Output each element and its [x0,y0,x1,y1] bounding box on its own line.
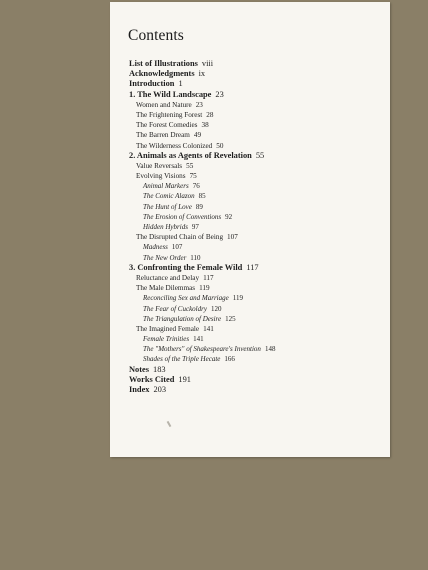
toc-entry [129,273,384,283]
toc-entry-page-number: 183 [153,364,166,374]
toc-entry-title: Female Trinities [143,335,190,344]
toc-entry-page-number: ix [198,69,206,79]
toc-entry [129,263,384,273]
toc-entry-title: Women and Nature [136,100,192,109]
toc-entry-title: Hidden Hybrids [143,223,188,231]
toc-entry-page-number: 203 [153,385,167,394]
toc-entry [129,202,384,212]
toc-entry [129,293,384,303]
toc-entry [129,141,384,151]
toc-entry-page-number: 1 [178,79,183,89]
toc-entry [129,344,384,354]
toc-entry-page-number: 75 [189,172,197,181]
toc-entry [129,191,384,201]
toc-entry [129,212,384,222]
toc-entry-title: The Comic Alazon [143,192,195,201]
toc-entry-page-number: 166 [224,355,235,364]
toc-entry-page-number: 119 [199,284,210,293]
toc-entry [129,151,384,161]
toc-entry-page-number: 107 [171,243,183,252]
toc-entry-page-number: 141 [203,324,214,333]
toc-entry [129,222,384,232]
toc-entry-page-number: 49 [193,131,202,140]
toc-entry-title: The Triangulation of Desire [143,314,222,323]
page-title: Contents [128,27,184,44]
toc-entry [129,59,384,69]
toc-entry [129,304,384,314]
toc-entry [129,253,384,263]
toc-entry-page-number: 119 [232,294,243,303]
toc-entry-title: The Imagined Female [136,324,200,333]
toc-entry-title: Acknowledgments [129,69,195,79]
page-smudge [167,421,172,427]
toc-entry [129,69,384,79]
toc-entry-title: The Forest Comedies [136,121,198,130]
toc-entry [129,90,384,100]
toc-entry-page-number: 120 [210,304,222,313]
toc-entry-page-number: 38 [201,121,209,130]
toc-entry-page-number: 92 [225,212,233,221]
toc-entry-page-number: 97 [191,223,199,231]
toc-entry-title: Animal Markers [143,182,189,191]
toc-entry [129,110,384,120]
toc-entry-title: Works Cited [129,374,175,384]
toc-entry-page-number: 117 [246,262,259,272]
toc-entry-page-number: 55 [255,150,265,160]
toc-entry [129,314,384,324]
toc-entry-title: Evolving Visions [136,172,186,181]
toc-entry [129,324,384,334]
toc-entry-title: The Disrupted Chain of Being [136,233,224,242]
toc-entry-title: The Hunt of Love [143,202,192,211]
toc-entry-page-number: 28 [206,110,214,119]
toc-entry [129,130,384,140]
toc-entry [129,181,384,191]
toc-entry-title: Value Reversals [136,161,183,170]
toc-entry [129,375,384,385]
toc-entry-title: The Male Dilemmas [136,284,196,293]
toc-entry-page-number: 55 [186,161,194,170]
toc-entry [129,385,384,395]
toc-entry [129,171,384,181]
toc-entry-title: Madness [143,243,168,252]
book-page [110,2,390,457]
toc-entry-title: Notes [129,364,150,374]
toc-entry-page-number: 117 [203,273,214,282]
toc-entry [129,283,384,293]
toc-entry-page-number: 50 [216,141,224,150]
toc-entry-title: 2. Animals as Agents of Revelation [129,150,252,160]
toc-entry-page-number: 85 [198,192,206,201]
table-of-contents [129,59,384,395]
toc-entry-title: Reluctance and Delay [136,273,200,282]
toc-entry-page-number: 76 [192,182,200,191]
toc-entry [129,365,384,375]
toc-entry [129,100,384,110]
toc-entry-page-number: 23 [215,89,224,99]
toc-entry [129,354,384,364]
toc-entry-page-number: 191 [178,374,191,384]
toc-entry-page-number: 110 [190,253,201,262]
toc-entry-title: The Erosion of Conventions [143,212,222,221]
toc-entry-title: 1. The Wild Landscape [129,89,212,99]
toc-entry-title: 3. Confronting the Female Wild [129,262,243,272]
toc-entry-title: Reconciling Sex and Marriage [143,294,229,303]
toc-entry-title: The Fear of Cuckoldry [143,304,207,313]
toc-entry-title: Introduction [129,79,175,89]
toc-entry [129,161,384,171]
toc-entry [129,242,384,252]
toc-entry [129,120,384,130]
toc-entry-page-number: 107 [227,233,238,242]
toc-entry-page-number: 23 [195,100,203,109]
toc-entry-page-number: 148 [264,345,276,354]
toc-entry [129,334,384,344]
toc-entry-page-number: 141 [193,335,204,344]
toc-entry-title: The "Mothers" of Shakespeare's Invention [143,345,261,354]
toc-entry-page-number: 125 [225,314,236,323]
toc-entry-page-number: viii [201,59,214,68]
toc-entry-title: Shades of the Triple Hecate [143,355,221,364]
toc-entry-title: Index [129,385,150,394]
toc-entry [129,79,384,89]
toc-entry-page-number: 89 [195,202,203,211]
toc-entry-title: The Frightening Forest [136,110,203,119]
toc-entry-title: The New Order [143,253,187,262]
toc-entry [129,232,384,242]
toc-entry-title: The Wilderness Colonized [136,141,213,150]
toc-entry-title: The Barren Dream [136,131,190,140]
toc-entry-title: List of Illustrations [129,59,198,68]
